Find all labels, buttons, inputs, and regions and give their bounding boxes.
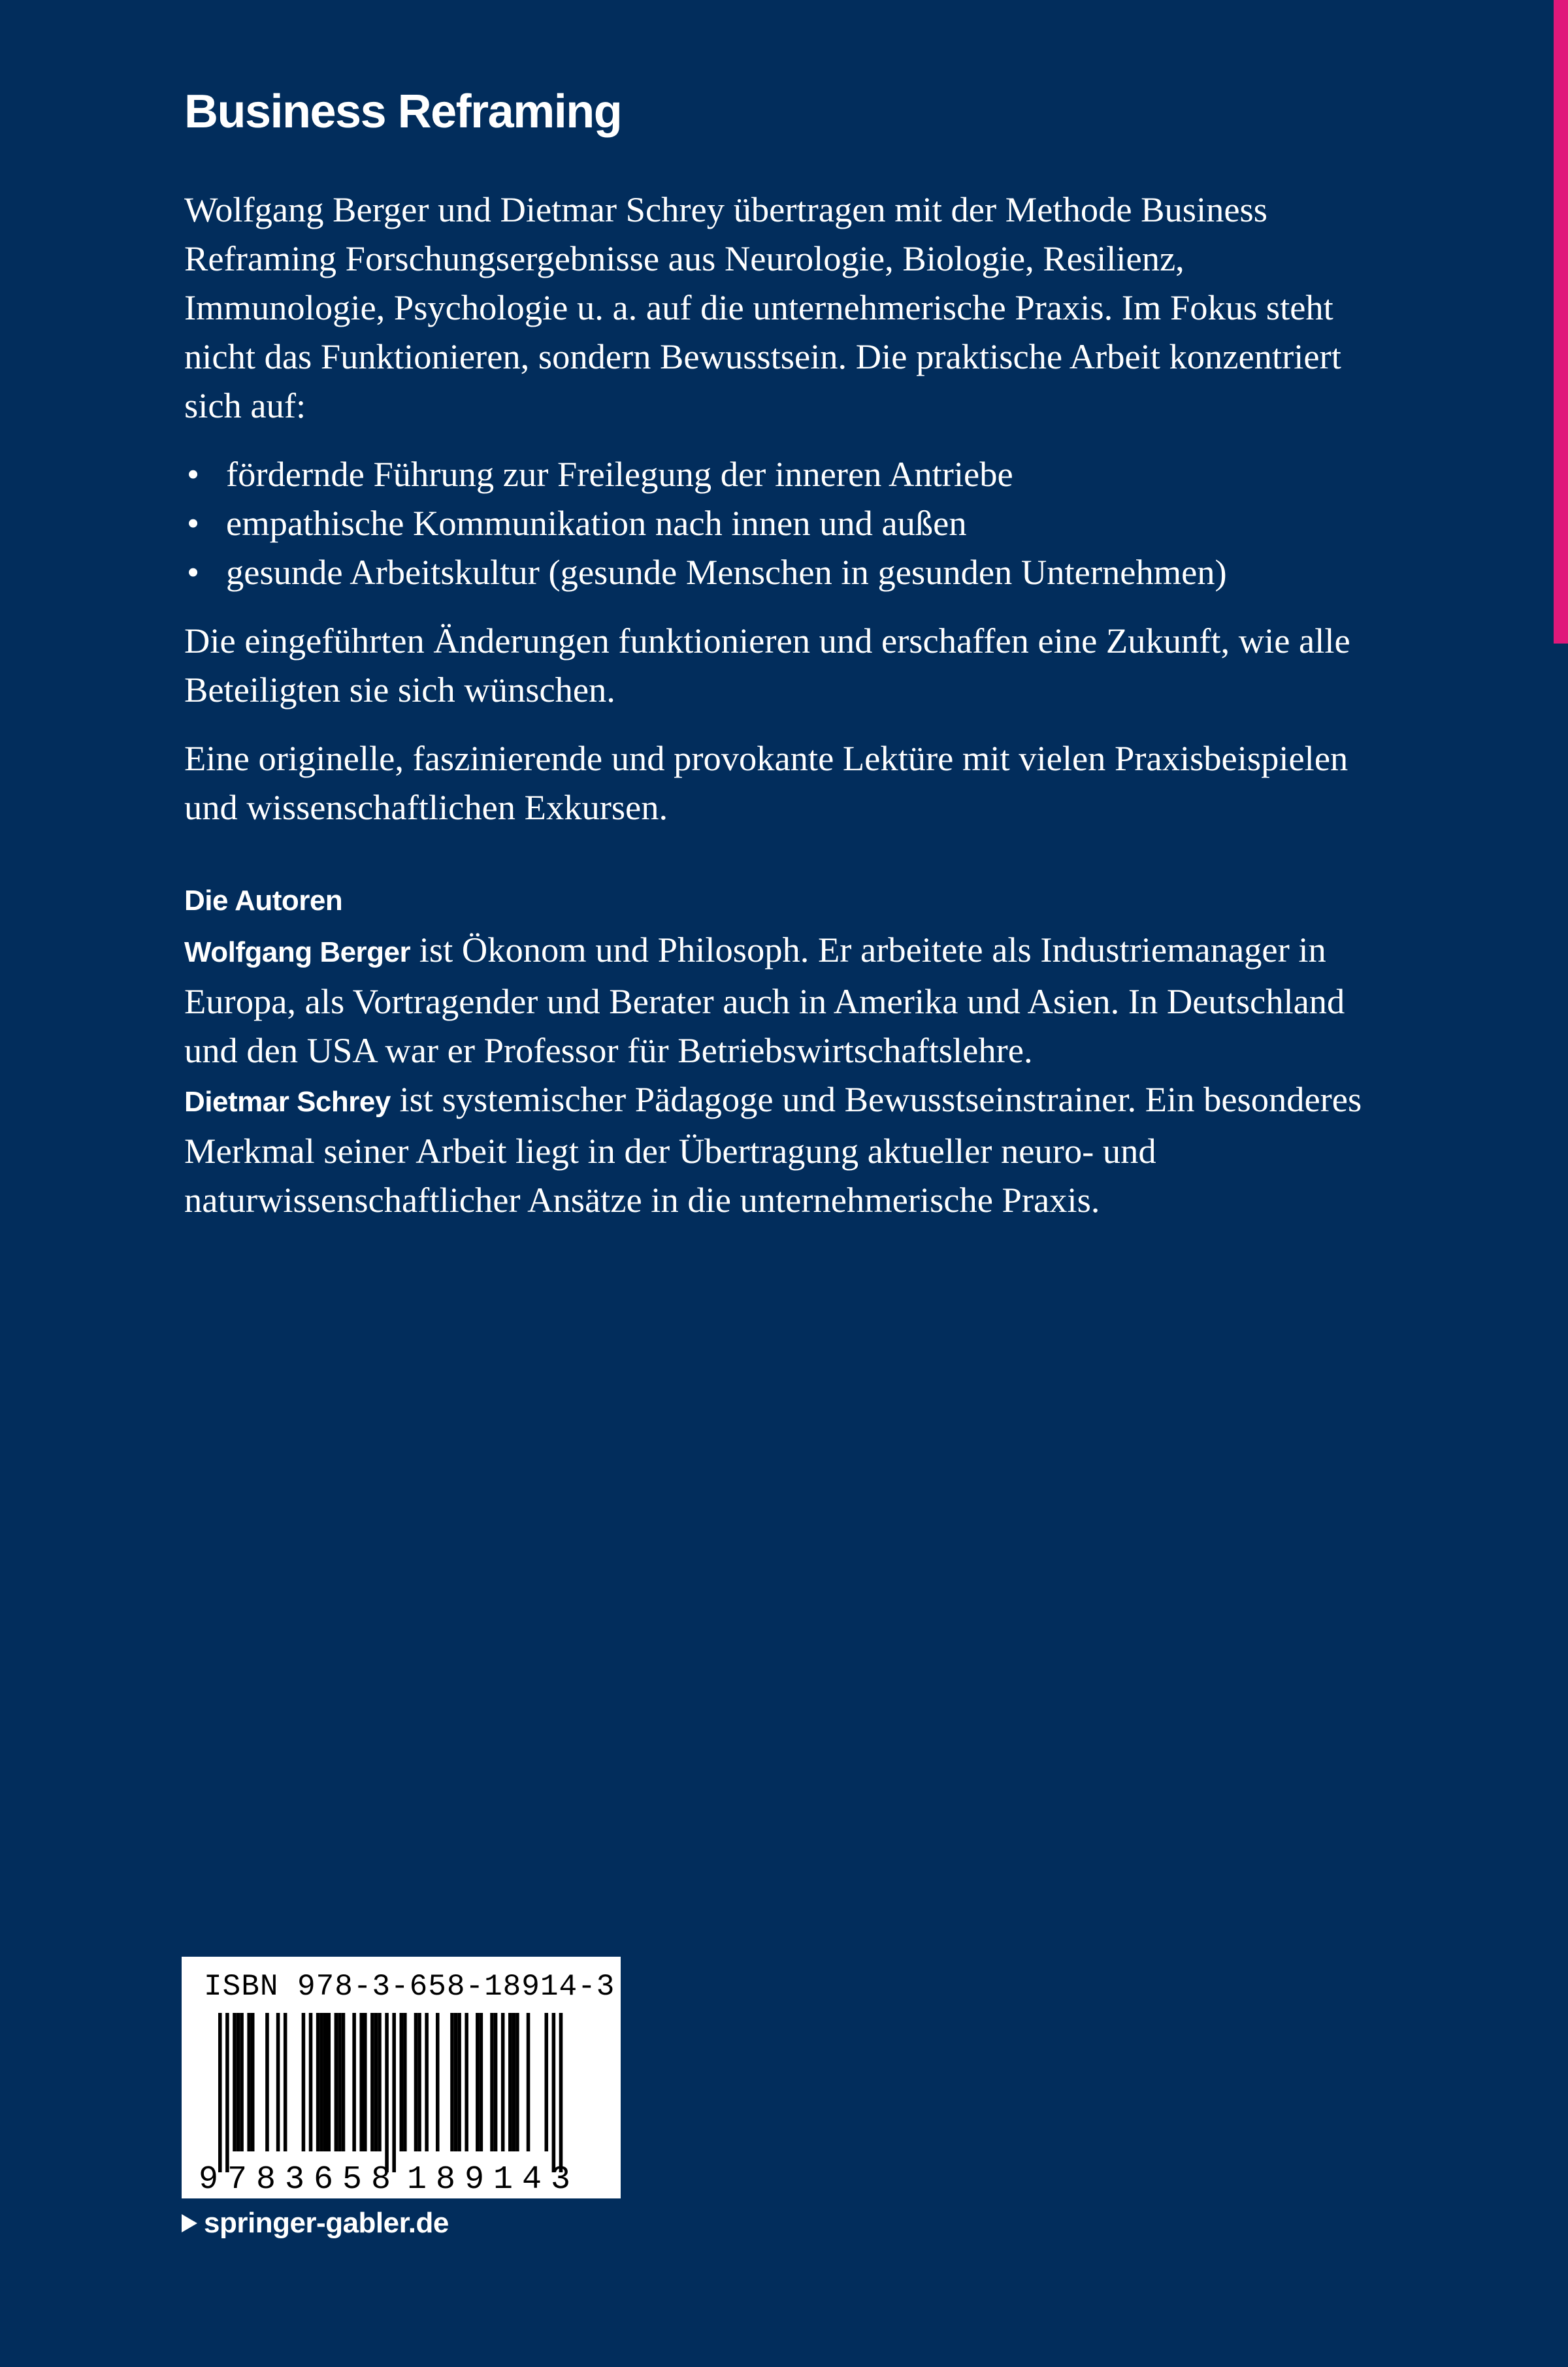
barcode-bar <box>370 2013 374 2151</box>
barcode-bar <box>457 2013 461 2151</box>
barcode-bar <box>476 2013 480 2151</box>
barcode-bar <box>490 2013 494 2151</box>
barcode-bar <box>527 2013 531 2151</box>
bullet-icon: • <box>187 551 200 592</box>
author-name: Dietmar Schrey <box>184 1085 391 1118</box>
barcode-bar <box>284 2013 287 2151</box>
barcode-bar <box>240 2013 244 2151</box>
barcode-bar <box>480 2013 483 2151</box>
barcode-bar <box>316 2013 320 2151</box>
bullet-icon: • <box>187 453 200 494</box>
barcode-bar <box>400 2013 404 2151</box>
barcode-bar <box>335 2013 338 2151</box>
barcode-digits-right: 189143 <box>407 2161 570 2198</box>
barcode-graphic <box>182 1957 621 2198</box>
barcode-bar <box>559 2013 563 2172</box>
barcode-bar <box>450 2013 454 2151</box>
author-bio-text: ist Ökonom und Philosoph. Er arbeitete als Industriemanager in Europa, als Vortragender und Berater auch in Amerika und Asien. In Deutschland und den USA war er Professor für Betriebswirtschaftslehre. <box>184 929 1345 1070</box>
barcode-bar <box>338 2013 342 2151</box>
website-text: springer-gabler.de <box>204 2207 449 2239</box>
barcode-bar <box>363 2013 367 2151</box>
list-item <box>184 498 1386 547</box>
publisher-website[interactable] <box>182 2207 449 2240</box>
barcode-bar <box>494 2013 498 2151</box>
barcode-bar <box>374 2013 378 2151</box>
author-name: Wolfgang Berger <box>184 936 411 968</box>
barcode-bar <box>237 2013 240 2151</box>
authors-heading: Die Autoren <box>184 884 343 917</box>
barcode-bar <box>233 2013 237 2151</box>
list-item-text: gesunde Arbeitskultur (gesunde Menschen in gesunden Unternehmen) <box>226 551 1227 592</box>
isbn-barcode <box>182 1957 621 2198</box>
list-item <box>184 449 1386 498</box>
barcode-bar <box>454 2013 458 2151</box>
back-cover-content <box>184 85 1386 1224</box>
book-title: Business Reframing <box>184 86 622 138</box>
barcode-bar <box>508 2013 512 2151</box>
barcode-bar <box>352 2013 356 2151</box>
barcode-digit-first: 9 <box>199 2161 219 2198</box>
barcode-bar <box>378 2013 382 2151</box>
barcode-bar <box>417 2013 421 2151</box>
barcode-bar <box>359 2013 363 2151</box>
intro-paragraph: Wolfgang Berger und Dietmar Schrey übertragen mit der Methode Business Reframing Forschungsergebnisse aus Neurologie, Biologie, Resilienz, Immunologie, Psychologie u. a. auf die unternehmerische Praxis. Im Fokus steht nicht das Funktionieren, sondern Bewusstsein. Die praktische Arbeit konzentriert sich auf: <box>184 189 1341 425</box>
list-item <box>184 547 1386 596</box>
barcode-bar <box>385 2013 389 2172</box>
barcode-bar <box>309 2013 313 2151</box>
barcode-bar <box>465 2013 468 2151</box>
list-item-text: fördernde Führung zur Freilegung der inneren Antriebe <box>226 453 1013 494</box>
barcode-bar <box>501 2013 505 2151</box>
arrow-right-icon <box>182 2214 197 2232</box>
barcode-bar <box>265 2013 269 2151</box>
barcode-bar <box>342 2013 346 2151</box>
barcode-bar <box>323 2013 327 2151</box>
barcode-bar <box>403 2013 407 2151</box>
author-bio-text: ist systemischer Pädagoge und Bewusstseinstrainer. Ein besonderes Merkmal seiner Arbeit liegt in der Übertragung aktueller neuro- und naturwissenschaftlicher Ansätze in die unternehmerische Praxis. <box>184 1079 1362 1220</box>
author-bio-berger <box>184 925 1386 1075</box>
barcode-bar <box>414 2013 418 2151</box>
barcode-bar <box>425 2013 429 2151</box>
barcode-bar <box>436 2013 440 2151</box>
barcode-bar <box>225 2013 229 2172</box>
reading-paragraph: Eine originelle, faszinierende und provokante Lektüre mit vielen Praxisbeispielen und wissenschaftlichen Exkursen. <box>184 738 1348 827</box>
barcode-bar <box>247 2013 251 2151</box>
author-bio-schrey <box>184 1075 1386 1224</box>
barcode-bar <box>392 2013 396 2172</box>
barcode-bar <box>552 2013 556 2172</box>
barcode-bar <box>251 2013 255 2151</box>
focus-list <box>184 449 1386 596</box>
isbn-label: ISBN 978-3-658-18914-3 <box>204 1970 615 2004</box>
barcode-bar <box>512 2013 516 2151</box>
barcode-bar <box>218 2013 222 2172</box>
bullet-icon: • <box>187 502 200 543</box>
barcode-bar <box>319 2013 323 2151</box>
changes-paragraph: Die eingeführten Änderungen funktionieren und erschaffen eine Zukunft, wie alle Beteiligten sie sich wünschen. <box>184 620 1350 710</box>
list-item-text: empathische Kommunikation nach innen und außen <box>226 502 967 543</box>
barcode-bar <box>302 2013 306 2151</box>
barcode-bar <box>515 2013 519 2151</box>
barcode-bar <box>327 2013 331 2151</box>
barcode-digits-left: 783658 <box>227 2161 391 2198</box>
accent-stripe <box>1554 0 1568 644</box>
barcode-bar <box>276 2013 280 2151</box>
barcode-bar <box>545 2013 549 2151</box>
